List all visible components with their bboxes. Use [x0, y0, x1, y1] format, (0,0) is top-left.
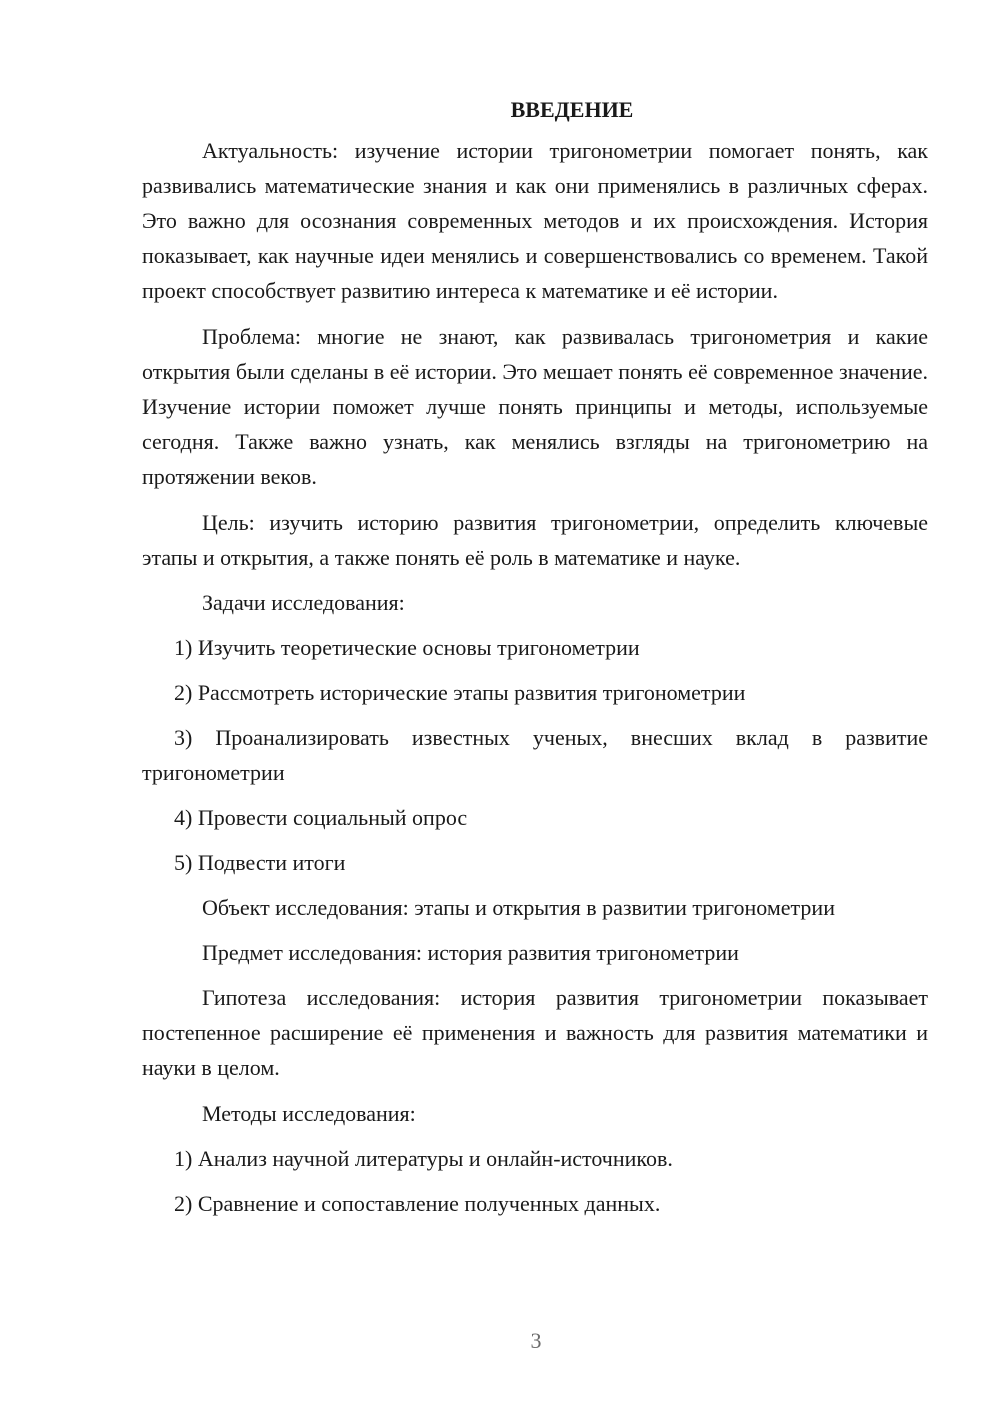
subject-paragraph: Предмет исследования: история развития тригонометрии [202, 940, 739, 965]
hypothesis-paragraph: Гипотеза исследования: история развития тригонометрии показывает постепенное расширение её применения и важность для развития математики и науки в целом. [142, 985, 928, 1080]
problem-paragraph: Проблема: многие не знают, как развивалась тригонометрия и какие открытия были сделаны в её истории. Это мешает понять её современное значение. Изучение истории поможет лучше понять принципы и методы, используемые сегодня. Также важно узнать, как менялись взгляды на тригонометрию на протяжении веков. [142, 324, 928, 489]
list-item: 1) Анализ научной литературы и онлайн-источников. [174, 1146, 673, 1171]
list-item: 2) Рассмотреть исторические этапы развития тригонометрии [174, 680, 746, 705]
page-number: 3 [530, 1328, 542, 1353]
object-paragraph: Объект исследования: этапы и открытия в развитии тригонометрии [202, 895, 835, 920]
tasks-list [142, 630, 928, 880]
methods-heading: Методы исследования: [202, 1101, 416, 1126]
tasks-heading: Задачи исследования: [202, 590, 405, 615]
list-item: 4) Провести социальный опрос [174, 805, 468, 830]
goal-paragraph: Цель: изучить историю развития тригонометрии, определить ключевые этапы и открытия, а также понять её роль в математике и науке. [142, 510, 928, 570]
page-content [142, 92, 928, 1221]
methods-list [142, 1141, 928, 1221]
list-item: 1) Изучить теоретические основы тригонометрии [174, 635, 640, 660]
list-item: 5) Подвести итоги [174, 850, 346, 875]
relevance-paragraph: Актуальность: изучение истории тригонометрии помогает понять, как развивались математические знания и как они применялись в различных сферах. Это важно для осознания современных методов и их происхождения. История показывает, как научные идеи менялись и совершенствовались со временем. Такой проект способствует развитию интереса к математике и её истории. [142, 138, 928, 303]
page-title: ВВЕДЕНИЕ [510, 97, 634, 122]
list-item: 2) Сравнение и сопоставление полученных данных. [174, 1191, 661, 1216]
list-item: 3) Проанализировать известных ученых, внесших вклад в развитие тригонометрии [142, 725, 928, 785]
